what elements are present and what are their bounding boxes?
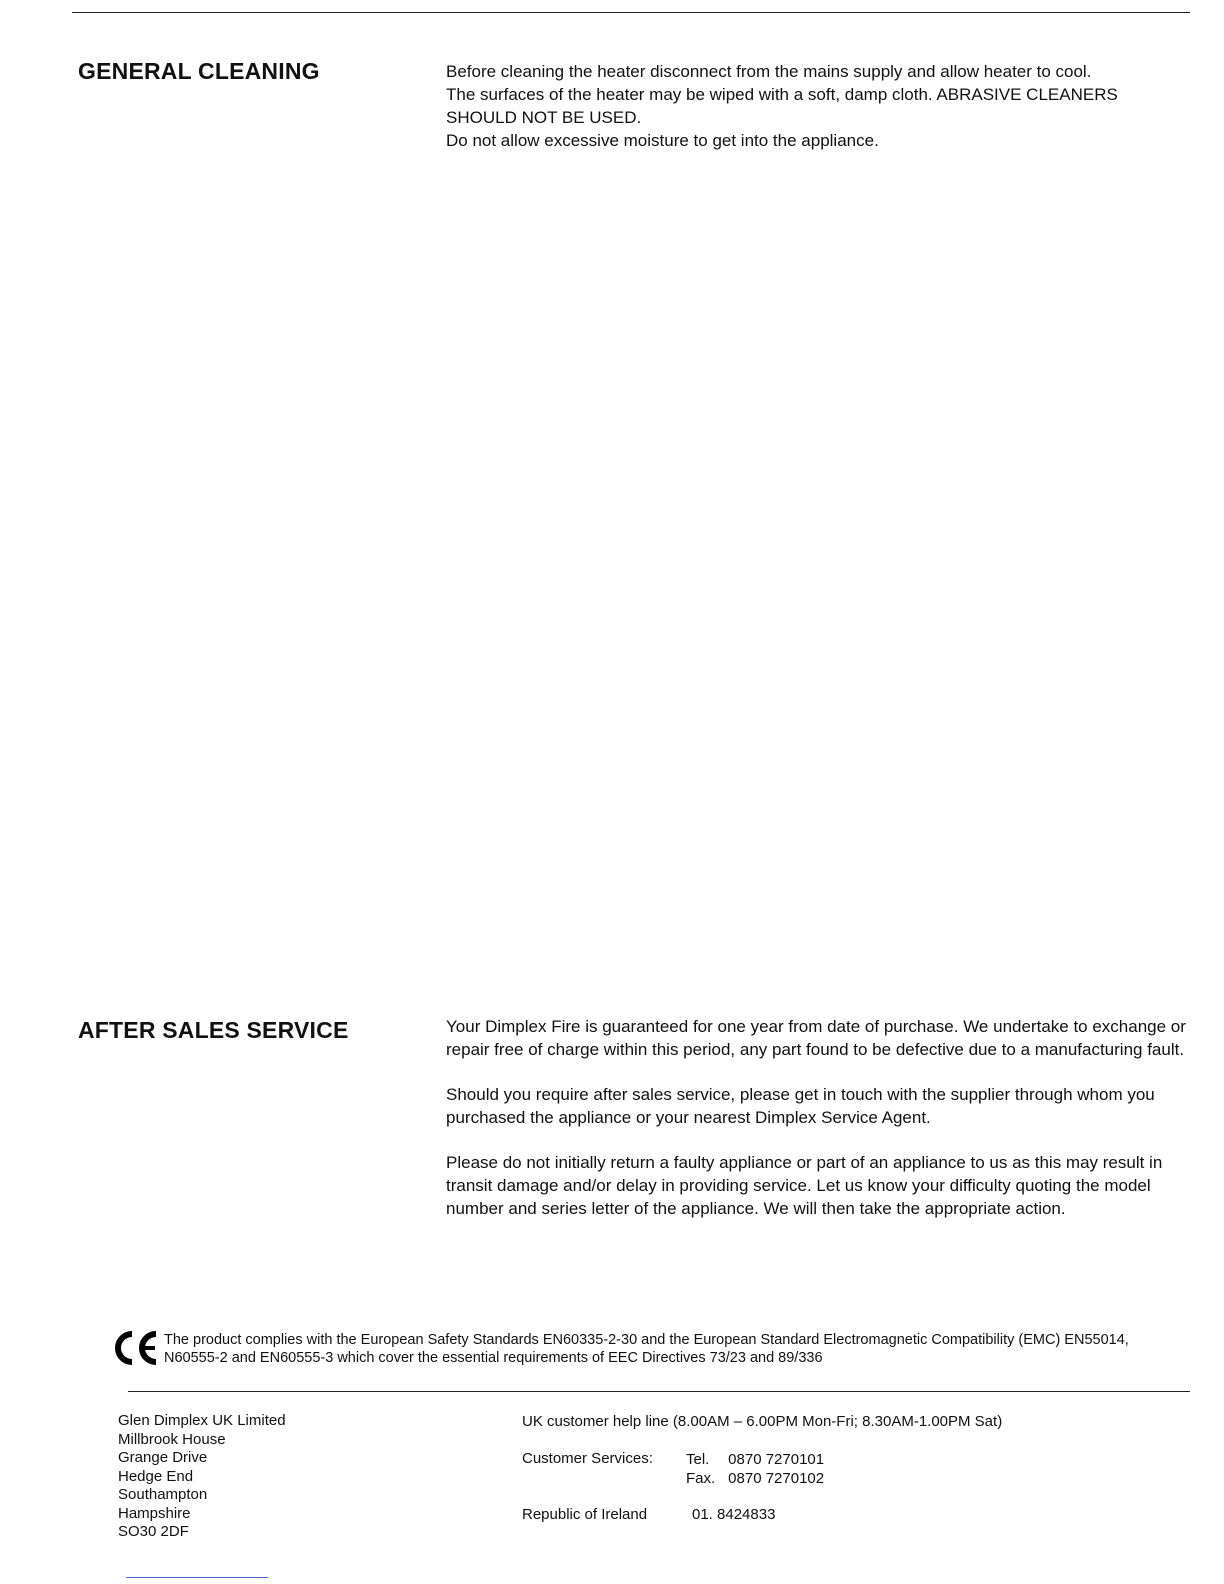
ireland-number: 01. 8424833 [692, 1506, 776, 1523]
ce-mark-icon [110, 1330, 160, 1366]
address-line: Hedge End [118, 1467, 194, 1485]
address-line: Glen Dimplex UK Limited [118, 1412, 286, 1429]
fax-number: 0870 7270102 [728, 1470, 825, 1487]
address-line: Hampshire [118, 1504, 191, 1522]
address-line: Southampton [118, 1486, 208, 1503]
general-cleaning-line: Before cleaning the heater disconnect from the mains supply and allow heater to cool. [446, 62, 1092, 81]
footer-underline [126, 1577, 268, 1578]
general-cleaning-heading: GENERAL CLEANING [78, 58, 320, 84]
general-cleaning-line: The surfaces of the heater may be wiped with a soft, damp cloth. ABRASIVE CLEANERS SHOULD NOT BE USED. [446, 85, 1118, 127]
tel-number: 0870 7270101 [728, 1451, 825, 1468]
address-line: Grange Drive [118, 1449, 208, 1466]
after-sales-body [446, 1015, 1186, 1242]
after-sales-paragraph: Your Dimplex Fire is guaranteed for one year from date of purchase. We undertake to exchange or repair free of charge within this period, any part found to be defective due to a manufacturing fault. [446, 1017, 1186, 1059]
compliance-statement: The product complies with the European Safety Standards EN60335-2-30 and the European Standard Electromagnetic Compatibility (EMC) EN55014, N60555-2 and EN60555-3 which cover the essential requirements of EEC Directives 73/23 and 89/336 [164, 1332, 1129, 1366]
tel-label: Tel. [686, 1451, 710, 1468]
address-line: Millbrook House [118, 1430, 226, 1448]
company-address [118, 1412, 286, 1542]
general-cleaning-line: Do not allow excessive moisture to get into the appliance. [446, 131, 879, 150]
customer-services-numbers [686, 1450, 824, 1488]
customer-services-label: Customer Services: [522, 1450, 653, 1467]
after-sales-heading: AFTER SALES SERVICE [78, 1017, 349, 1043]
general-cleaning-body [446, 60, 1186, 152]
top-divider [72, 12, 1190, 13]
after-sales-paragraph: Please do not initially return a faulty appliance or part of an appliance to us as this may result in transit damage and/or delay in providing service. Let us know your difficulty quoting the model number and series letter of the appliance. We will then take the appropriate action. [446, 1153, 1163, 1218]
helpline-text: UK customer help line (8.00AM – 6.00PM Mon-Fri; 8.30AM-1.00PM Sat) [522, 1413, 1003, 1430]
address-line: SO30 2DF [118, 1523, 189, 1540]
footer-divider [128, 1391, 1190, 1392]
fax-label: Fax. [686, 1470, 716, 1487]
ireland-label: Republic of Ireland [522, 1506, 648, 1523]
after-sales-paragraph: Should you require after sales service, please get in touch with the supplier through whom you purchased the appliance or your nearest Dimplex Service Agent. [446, 1085, 1155, 1127]
